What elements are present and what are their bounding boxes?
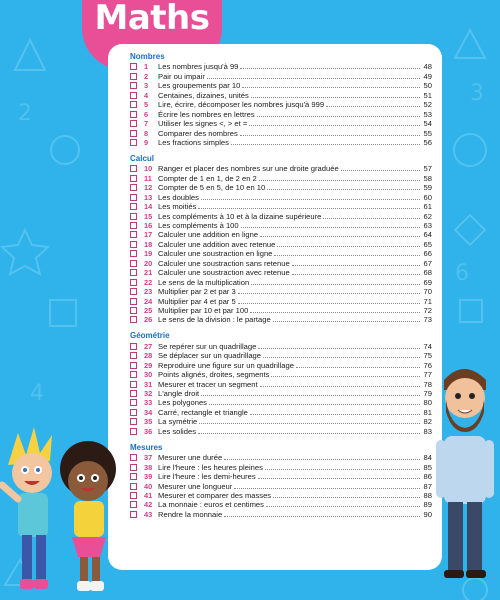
toc-entry[interactable] bbox=[130, 462, 432, 471]
entry-label: Calculer une soustraction avec retenue bbox=[158, 268, 290, 278]
dot-leader bbox=[242, 87, 420, 88]
entry-label: Les moitiés bbox=[158, 202, 197, 212]
entry-page: 85 bbox=[423, 462, 432, 472]
entry-label: Mesurer une longueur bbox=[158, 481, 233, 491]
toc-entry[interactable] bbox=[130, 287, 432, 296]
entry-page: 57 bbox=[423, 164, 432, 174]
entry-label: Compter de 1 en 1, de 2 en 2 bbox=[158, 173, 257, 183]
entry-number: 30 bbox=[144, 370, 153, 380]
entry-label: Comparer des nombres bbox=[158, 128, 238, 138]
entry-page: 59 bbox=[423, 183, 432, 193]
checkbox[interactable] bbox=[130, 73, 137, 80]
toc-entry[interactable] bbox=[130, 351, 432, 360]
checkbox[interactable] bbox=[130, 399, 137, 406]
dot-leader bbox=[201, 395, 420, 396]
entry-number: 24 bbox=[144, 296, 153, 306]
table-of-contents bbox=[108, 44, 442, 570]
entry-number: 14 bbox=[144, 202, 153, 212]
toc-entry[interactable] bbox=[130, 90, 432, 99]
entry-number: 20 bbox=[144, 258, 153, 268]
entry-label: Lire l'heure : les demi-heures bbox=[158, 472, 256, 482]
entry-page: 61 bbox=[423, 202, 432, 212]
entry-number: 19 bbox=[144, 249, 153, 259]
checkbox[interactable] bbox=[130, 473, 137, 480]
dot-leader bbox=[224, 516, 420, 517]
toc-entry[interactable] bbox=[130, 509, 432, 518]
entry-page: 54 bbox=[423, 119, 432, 129]
entry-number: 15 bbox=[144, 211, 153, 221]
entry-page: 62 bbox=[423, 211, 432, 221]
dot-leader bbox=[241, 227, 420, 228]
toc-entry[interactable] bbox=[130, 360, 432, 369]
checkbox[interactable] bbox=[130, 288, 137, 295]
entry-page: 78 bbox=[423, 379, 432, 389]
entry-number: 17 bbox=[144, 230, 153, 240]
dot-leader bbox=[271, 376, 420, 377]
checkbox[interactable] bbox=[130, 175, 137, 182]
toc-entry[interactable] bbox=[130, 472, 432, 481]
toc-entry[interactable] bbox=[130, 296, 432, 305]
toc-entry[interactable] bbox=[130, 192, 432, 201]
toc-entry[interactable] bbox=[130, 81, 432, 90]
toc-entry[interactable] bbox=[130, 407, 432, 416]
entry-page: 87 bbox=[423, 481, 432, 491]
dot-leader bbox=[273, 321, 420, 322]
entry-number: 38 bbox=[144, 462, 153, 472]
entry-number: 22 bbox=[144, 277, 153, 287]
checkbox[interactable] bbox=[130, 63, 137, 70]
entry-number: 26 bbox=[144, 315, 153, 325]
toc-entry[interactable] bbox=[130, 341, 432, 350]
entry-page: 72 bbox=[423, 305, 432, 315]
entry-label: Le sens de la division : le partage bbox=[158, 315, 271, 325]
dot-leader bbox=[260, 236, 420, 237]
dot-leader bbox=[326, 106, 420, 107]
checkbox[interactable] bbox=[130, 492, 137, 499]
toc-entry[interactable] bbox=[130, 306, 432, 315]
svg-text:3: 3 bbox=[470, 81, 484, 106]
checkbox[interactable] bbox=[130, 501, 137, 508]
checkbox[interactable] bbox=[130, 409, 137, 416]
dot-leader bbox=[323, 218, 420, 219]
entry-number: 18 bbox=[144, 239, 153, 249]
entry-page: 81 bbox=[423, 407, 432, 417]
toc-entry[interactable] bbox=[130, 268, 432, 277]
page-title: Maths bbox=[94, 0, 210, 38]
toc-entry[interactable] bbox=[130, 315, 432, 324]
entry-label: Carré, rectangle et triangle bbox=[158, 407, 248, 417]
checkbox[interactable] bbox=[130, 231, 137, 238]
toc-entry[interactable] bbox=[130, 138, 432, 147]
dot-leader bbox=[259, 180, 420, 181]
entry-number: 37 bbox=[144, 453, 153, 463]
toc-entry[interactable] bbox=[130, 62, 432, 71]
toc-entry[interactable] bbox=[130, 379, 432, 388]
dot-leader bbox=[207, 78, 420, 79]
dot-leader bbox=[240, 68, 420, 69]
toc-entry[interactable] bbox=[130, 202, 432, 211]
entry-page: 71 bbox=[423, 296, 432, 306]
entry-number: 41 bbox=[144, 490, 153, 500]
entry-number: 4 bbox=[144, 90, 149, 100]
checkbox[interactable] bbox=[130, 454, 137, 461]
entry-label: Ranger et placer des nombres sur une droite graduée bbox=[158, 164, 339, 174]
entry-number: 28 bbox=[144, 351, 153, 361]
entry-number: 23 bbox=[144, 287, 153, 297]
checkbox[interactable] bbox=[130, 92, 137, 99]
entry-page: 77 bbox=[423, 370, 432, 380]
toc-entry[interactable] bbox=[130, 239, 432, 248]
entry-number: 39 bbox=[144, 472, 153, 482]
entry-label: Mesurer une durée bbox=[158, 453, 223, 463]
checkbox[interactable] bbox=[130, 343, 137, 350]
dot-leader bbox=[263, 357, 420, 358]
entry-number: 7 bbox=[144, 119, 149, 129]
section-title: Géométrie bbox=[130, 331, 170, 341]
entry-number: 13 bbox=[144, 192, 153, 202]
dot-leader bbox=[198, 208, 420, 209]
toc-entry[interactable] bbox=[130, 221, 432, 230]
entry-label: Se repérer sur un quadrillage bbox=[158, 341, 257, 351]
svg-text:2: 2 bbox=[18, 101, 32, 126]
children-illustration bbox=[0, 425, 122, 600]
entry-page: 88 bbox=[423, 490, 432, 500]
entry-label: Les doubles bbox=[158, 192, 199, 202]
checkbox[interactable] bbox=[130, 213, 137, 220]
entry-label: Centaines, dizaines, unités bbox=[158, 90, 249, 100]
toc-entry[interactable] bbox=[130, 389, 432, 398]
dot-leader bbox=[260, 386, 420, 387]
entry-number: 36 bbox=[144, 426, 153, 436]
checkbox[interactable] bbox=[130, 390, 137, 397]
checkbox[interactable] bbox=[130, 194, 137, 201]
dot-leader bbox=[265, 469, 420, 470]
dot-leader bbox=[258, 478, 420, 479]
checkbox[interactable] bbox=[130, 139, 137, 146]
entry-label: Les solides bbox=[158, 426, 196, 436]
dot-leader bbox=[249, 125, 420, 126]
entry-label: Multiplier par 4 et par 5 bbox=[158, 296, 236, 306]
entry-label: Mesurer et comparer des masses bbox=[158, 490, 272, 500]
checkbox[interactable] bbox=[130, 381, 137, 388]
entry-label: Calculer une soustraction en ligne bbox=[158, 249, 273, 259]
entry-label: Calculer une soustraction sans retenue bbox=[158, 258, 290, 268]
dot-leader bbox=[240, 135, 420, 136]
entry-number: 33 bbox=[144, 398, 153, 408]
entry-number: 3 bbox=[144, 81, 149, 91]
entry-number: 11 bbox=[144, 173, 152, 183]
toc-entry[interactable] bbox=[130, 119, 432, 128]
checkbox[interactable] bbox=[130, 260, 137, 267]
checkbox[interactable] bbox=[130, 511, 137, 518]
checkbox[interactable] bbox=[130, 82, 137, 89]
toc-entry[interactable] bbox=[130, 100, 432, 109]
entry-page: 64 bbox=[423, 230, 432, 240]
checkbox[interactable] bbox=[130, 130, 137, 137]
entry-page: 74 bbox=[423, 341, 432, 351]
entry-label: Le sens de la multiplication bbox=[158, 277, 250, 287]
checkbox[interactable] bbox=[130, 428, 137, 435]
entry-label: Les polygones bbox=[158, 398, 207, 408]
entry-page: 58 bbox=[423, 173, 432, 183]
entry-label: Rendre la monnaie bbox=[158, 509, 223, 519]
toc-entry[interactable] bbox=[130, 481, 432, 490]
entry-page: 75 bbox=[423, 351, 432, 361]
dot-leader bbox=[296, 367, 420, 368]
dot-leader bbox=[250, 312, 420, 313]
svg-text:4: 4 bbox=[30, 381, 44, 406]
entry-label: Points alignés, droites, segments bbox=[158, 370, 270, 380]
checkbox[interactable] bbox=[130, 111, 137, 118]
entry-number: 34 bbox=[144, 407, 153, 417]
toc-entry[interactable] bbox=[130, 173, 432, 182]
checkbox[interactable] bbox=[130, 120, 137, 127]
entry-page: 55 bbox=[423, 128, 432, 138]
toc-entry[interactable] bbox=[130, 491, 432, 500]
dot-leader bbox=[251, 284, 420, 285]
toc-entry[interactable] bbox=[130, 249, 432, 258]
dot-leader bbox=[201, 199, 420, 200]
entry-label: La symétrie bbox=[158, 417, 198, 427]
entry-page: 56 bbox=[423, 137, 432, 147]
dot-leader bbox=[231, 144, 420, 145]
dot-leader bbox=[238, 303, 420, 304]
entry-number: 27 bbox=[144, 341, 153, 351]
entry-number: 8 bbox=[144, 128, 149, 138]
entry-label: Multiplier par 10 et par 100 bbox=[158, 305, 249, 315]
entry-label: Se déplacer sur un quadrillage bbox=[158, 351, 262, 361]
entry-number: 25 bbox=[144, 305, 153, 315]
entry-number: 31 bbox=[144, 379, 153, 389]
entry-page: 86 bbox=[423, 472, 432, 482]
entry-page: 53 bbox=[423, 109, 432, 119]
dot-leader bbox=[238, 293, 420, 294]
checkbox[interactable] bbox=[130, 316, 137, 323]
toc-entry[interactable] bbox=[130, 71, 432, 80]
entry-number: 21 bbox=[144, 268, 153, 278]
dot-leader bbox=[199, 423, 420, 424]
entry-number: 5 bbox=[144, 100, 149, 110]
entry-number: 32 bbox=[144, 389, 153, 398]
section-1 bbox=[130, 154, 432, 324]
entry-label: Multiplier par 2 et par 3 bbox=[158, 287, 236, 297]
entry-label: Lire l'heure : les heures pleines bbox=[158, 462, 263, 472]
toc-entry[interactable] bbox=[130, 230, 432, 239]
entry-label: Calculer une addition en ligne bbox=[158, 230, 259, 240]
entry-page: 79 bbox=[423, 389, 432, 398]
toc-entry[interactable] bbox=[130, 370, 432, 379]
entry-label: La monnaie : euros et centimes bbox=[158, 500, 264, 510]
checkbox[interactable] bbox=[130, 371, 137, 378]
entry-number: 9 bbox=[144, 137, 149, 147]
entry-label: Les groupements par 10 bbox=[158, 81, 241, 91]
entry-page: 60 bbox=[423, 192, 432, 202]
section-title: Mesures bbox=[130, 442, 163, 452]
entry-page: 65 bbox=[423, 239, 432, 249]
dot-leader bbox=[209, 404, 420, 405]
entry-label: Les fractions simples bbox=[158, 137, 229, 147]
dot-leader bbox=[257, 116, 420, 117]
entry-number: 29 bbox=[144, 360, 153, 370]
entry-page: 73 bbox=[423, 315, 432, 325]
entry-page: 48 bbox=[423, 62, 432, 72]
entry-page: 66 bbox=[423, 249, 432, 259]
checkbox[interactable] bbox=[130, 307, 137, 314]
entry-number: 6 bbox=[144, 109, 149, 119]
entry-page: 67 bbox=[423, 258, 432, 268]
entry-number: 10 bbox=[144, 164, 153, 174]
entry-number: 1 bbox=[144, 62, 149, 72]
checkbox[interactable] bbox=[130, 101, 137, 108]
entry-page: 70 bbox=[423, 287, 432, 297]
dot-leader bbox=[273, 497, 420, 498]
toc-entry[interactable] bbox=[130, 417, 432, 426]
entry-page: 63 bbox=[423, 221, 432, 230]
toc-entry[interactable] bbox=[130, 453, 432, 462]
dot-leader bbox=[224, 459, 420, 460]
entry-label: Reproduire une figure sur un quadrillage bbox=[158, 360, 294, 370]
entry-page: 50 bbox=[423, 81, 432, 91]
entry-number: 40 bbox=[144, 481, 153, 491]
checkbox[interactable] bbox=[130, 464, 137, 471]
dot-leader bbox=[234, 488, 420, 489]
toc-entry[interactable] bbox=[130, 426, 432, 435]
entry-number: 42 bbox=[144, 500, 153, 510]
checkbox[interactable] bbox=[130, 203, 137, 210]
entry-label: Les compléments à 10 et à la dizaine supérieure bbox=[158, 211, 322, 221]
entry-label: Lire, écrire, décomposer les nombres jusqu'à 999 bbox=[158, 100, 325, 110]
entry-page: 49 bbox=[423, 71, 432, 81]
entry-page: 82 bbox=[423, 417, 432, 427]
toc-entry[interactable] bbox=[130, 211, 432, 220]
entry-number: 12 bbox=[144, 183, 153, 193]
entry-label: Calculer une addition avec retenue bbox=[158, 239, 276, 249]
teacher-illustration bbox=[430, 360, 500, 585]
entry-label: Les nombres jusqu'à 99 bbox=[158, 62, 239, 72]
checkbox[interactable] bbox=[130, 250, 137, 257]
checkbox[interactable] bbox=[130, 352, 137, 359]
section-0 bbox=[130, 52, 432, 147]
entry-page: 89 bbox=[423, 500, 432, 510]
checkbox[interactable] bbox=[130, 483, 137, 490]
toc-entry[interactable] bbox=[130, 109, 432, 118]
entry-label: Pair ou impair bbox=[158, 71, 205, 81]
entry-label: Écrire les nombres en lettres bbox=[158, 109, 255, 119]
entry-number: 16 bbox=[144, 221, 153, 230]
dot-leader bbox=[277, 246, 420, 247]
checkbox[interactable] bbox=[130, 222, 137, 229]
dot-leader bbox=[292, 274, 420, 275]
entry-label: Compter de 5 en 5, de 10 en 10 bbox=[158, 183, 266, 193]
checkbox[interactable] bbox=[130, 298, 137, 305]
entry-page: 84 bbox=[423, 453, 432, 463]
entry-number: 35 bbox=[144, 417, 153, 427]
checkbox[interactable] bbox=[130, 279, 137, 286]
dot-leader bbox=[292, 265, 420, 266]
toc-entry[interactable] bbox=[130, 500, 432, 509]
toc-entry[interactable] bbox=[130, 277, 432, 286]
section-title: Calcul bbox=[130, 153, 155, 163]
toc-entry[interactable] bbox=[130, 258, 432, 267]
section-2 bbox=[130, 331, 432, 435]
entry-number: 43 bbox=[144, 509, 153, 519]
dot-leader bbox=[341, 170, 420, 171]
entry-label: Les compléments à 100 bbox=[158, 221, 239, 230]
dot-leader bbox=[250, 414, 420, 415]
entry-page: 80 bbox=[423, 398, 432, 408]
dot-leader bbox=[266, 506, 420, 507]
entry-label: Utiliser les signes <, > et = bbox=[158, 119, 248, 129]
entry-page: 68 bbox=[423, 268, 432, 278]
section-3 bbox=[130, 443, 432, 519]
checkbox[interactable] bbox=[130, 241, 137, 248]
entry-label: Mesurer et tracer un segment bbox=[158, 379, 258, 389]
section-title: Nombres bbox=[130, 52, 165, 61]
dot-leader bbox=[258, 348, 420, 349]
entry-page: 51 bbox=[423, 90, 432, 100]
dot-leader bbox=[267, 189, 420, 190]
entry-page: 76 bbox=[423, 360, 432, 370]
dot-leader bbox=[251, 97, 420, 98]
toc-entry[interactable] bbox=[130, 128, 432, 137]
entry-page: 52 bbox=[423, 100, 432, 110]
entry-number: 2 bbox=[144, 71, 149, 81]
checkbox[interactable] bbox=[130, 165, 137, 172]
checkbox[interactable] bbox=[130, 362, 137, 369]
entry-page: 69 bbox=[423, 277, 432, 287]
checkbox[interactable] bbox=[130, 418, 137, 425]
dot-leader bbox=[198, 433, 420, 434]
entry-page: 83 bbox=[423, 426, 432, 436]
entry-label: L'angle droit bbox=[158, 389, 200, 398]
toc-entry[interactable] bbox=[130, 183, 432, 192]
checkbox[interactable] bbox=[130, 269, 137, 276]
toc-entry[interactable] bbox=[130, 398, 432, 407]
dot-leader bbox=[274, 255, 420, 256]
svg-text:6: 6 bbox=[455, 261, 469, 286]
entry-page: 90 bbox=[423, 509, 432, 519]
checkbox[interactable] bbox=[130, 184, 137, 191]
toc-entry[interactable] bbox=[130, 164, 432, 173]
